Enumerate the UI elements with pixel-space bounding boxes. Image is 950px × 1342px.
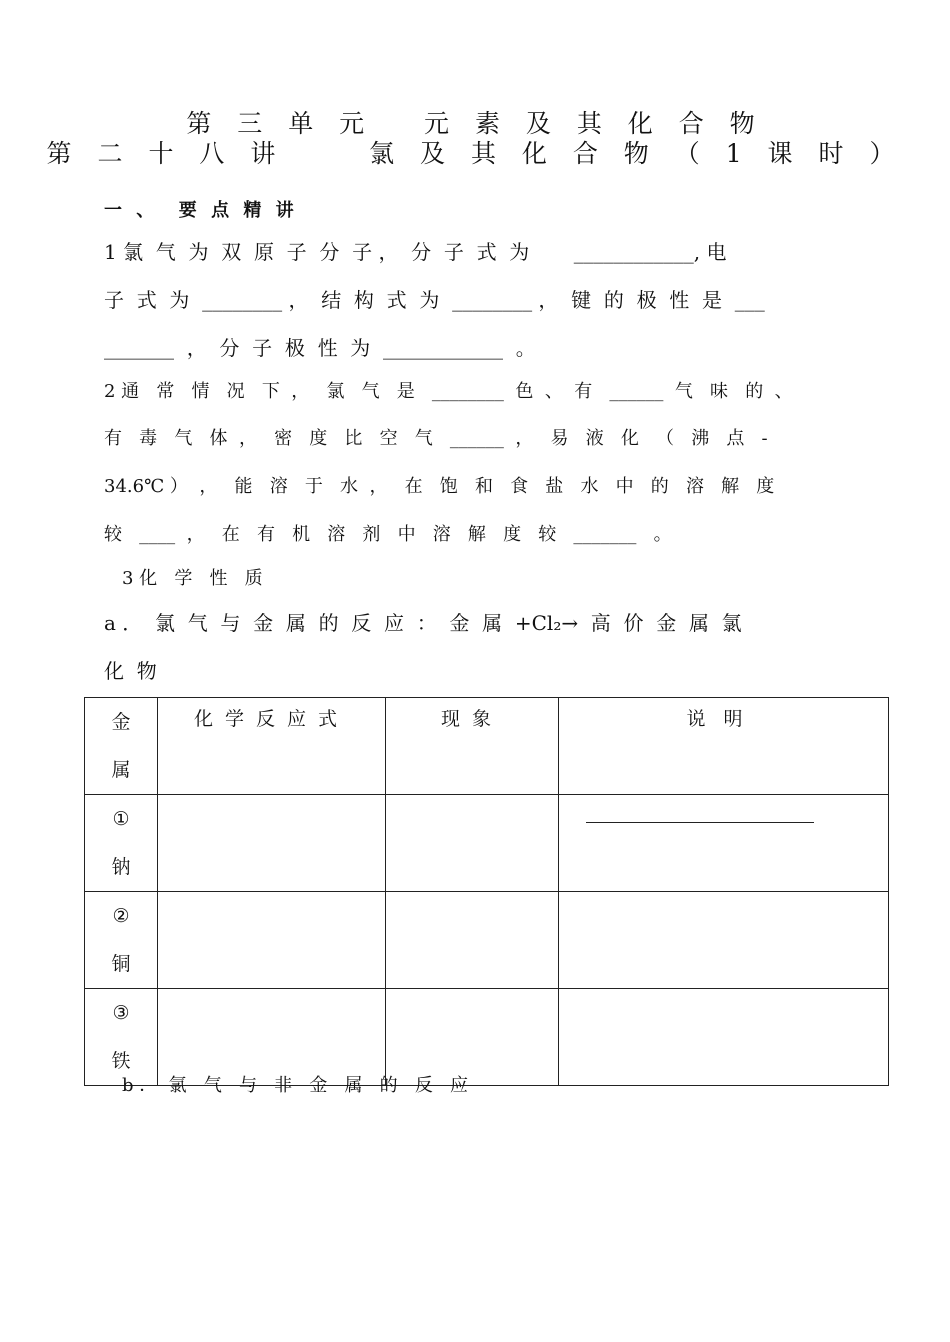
header-metal-cell: [85, 698, 158, 795]
item1-line2: 子 式 为 ________ ， 结 构 式 为 ________ ， 键 的 极 性 是 ___: [104, 288, 765, 312]
item2-line3: 34.6℃ ） ， 能 溶 于 水 ， 在 饱 和 食 盐 水 中 的 溶 解 度: [104, 476, 775, 497]
header-phenomenon-cell: [386, 698, 559, 795]
item3-sub-a-line1: a ． 氯 气 与 金 属 的 反 应 ： 金 属 +Cl₂→ 高 价 金 属 氯: [104, 611, 742, 635]
phenomenon-cell[interactable]: [386, 795, 559, 892]
equation-cell[interactable]: [158, 892, 386, 989]
table-row: [85, 892, 889, 989]
metal-name: 铜: [111, 953, 131, 975]
metal-name: 钠: [111, 856, 131, 878]
item3-heading: 3 化 学 性 质: [122, 568, 263, 589]
header-equation-label: 化学反应式: [193, 708, 349, 730]
metal-reaction-table: [84, 697, 889, 1086]
table-header-row: [85, 698, 889, 795]
header-explanation-cell: [559, 698, 889, 795]
phenomenon-cell[interactable]: [386, 892, 559, 989]
row-marker: ①: [112, 808, 130, 830]
table-row: [85, 795, 889, 892]
explanation-cell[interactable]: [559, 795, 889, 892]
item2-line4: 较 ____ ， 在 有 机 溶 剂 中 溶 解 度 较 _______ 。: [104, 524, 672, 545]
header-phenomenon-label: 现象: [440, 708, 503, 730]
lecture-title: 第 二 十 八 讲 氯 及 其 化 合 物 （ 1 课 时 ）: [46, 139, 904, 168]
item3-sub-a-line2: 化 物: [104, 659, 157, 683]
item1-line3: _______ ， 分 子 极 性 为 ____________ 。: [104, 336, 536, 360]
answer-underline: [586, 822, 814, 823]
header-explanation-label: 说明: [686, 708, 761, 730]
row-marker: ③: [112, 1002, 130, 1024]
item1-line1: 1 氯 气 为 双 原 子 分 子 ， 分 子 式 为 ____________, 电: [104, 240, 727, 264]
unit-title: 第 三 单 元 元 素 及 其 化 合 物: [186, 109, 764, 138]
explanation-cell[interactable]: [559, 892, 889, 989]
section-heading: 一 、 要 点 精 讲: [104, 200, 298, 221]
item2-line2: 有 毒 气 体 ， 密 度 比 空 气 ______ ， 易 液 化 （ 沸 点 -: [104, 428, 768, 449]
explanation-cell[interactable]: [559, 989, 889, 1086]
metal-cell: [85, 892, 158, 989]
item2-line1: 2 通 常 情 况 下 ， 氯 气 是 ________ 色 、 有 ______ 气 味 的 、: [104, 381, 793, 402]
row-marker: ②: [112, 905, 130, 927]
equation-cell[interactable]: [158, 795, 386, 892]
item3-sub-b: b ． 氯 气 与 非 金 属 的 反 应: [122, 1075, 469, 1096]
metal-name: 铁: [111, 1050, 131, 1072]
metal-cell: [85, 795, 158, 892]
header-metal-label: 金属: [111, 711, 131, 781]
header-equation-cell: [158, 698, 386, 795]
